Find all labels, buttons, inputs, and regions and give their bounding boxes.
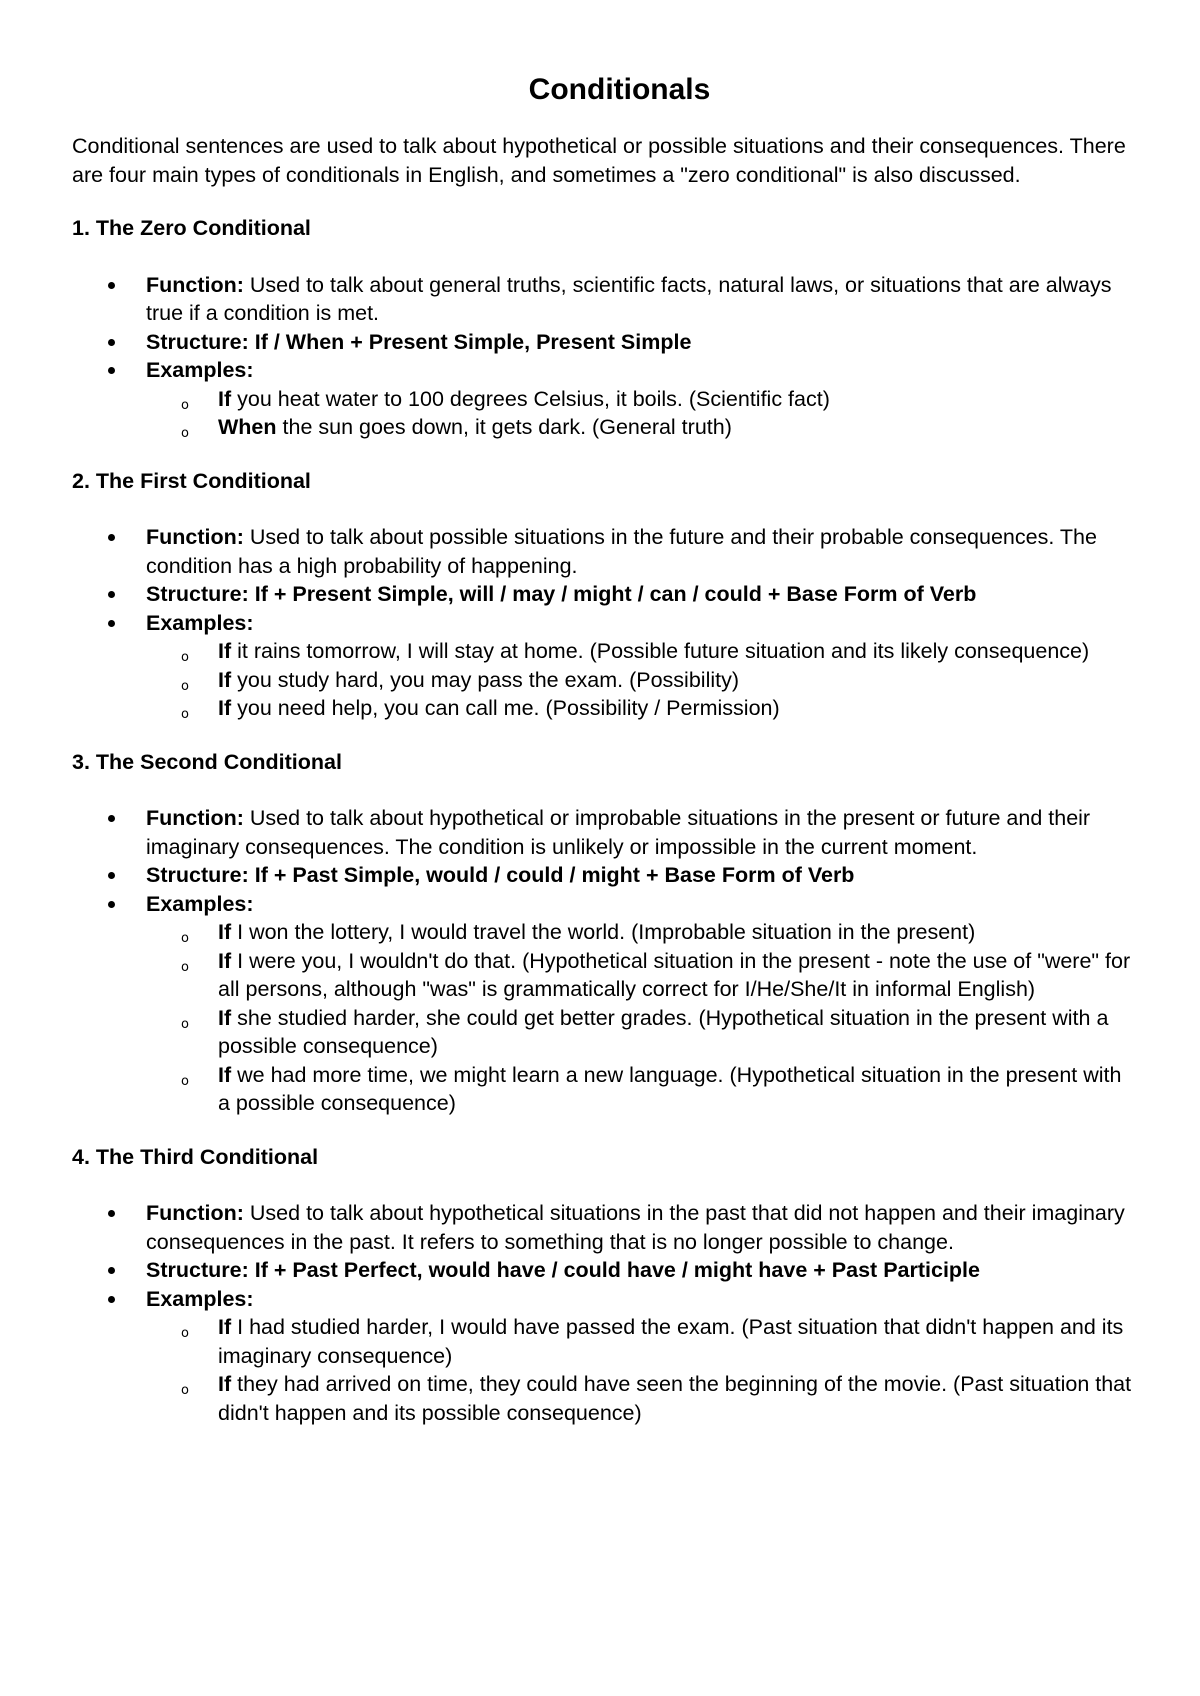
structure-label: Structure: <box>146 582 249 606</box>
bullet-icon <box>108 367 115 374</box>
bullet-icon <box>108 591 115 598</box>
examples-point <box>72 609 1137 723</box>
section-third-conditional <box>72 1143 1137 1428</box>
function-text: Used to talk about possible situations in the future and their probable consequences. The condition has a high probability of happening. <box>146 525 1097 578</box>
structure-point <box>72 328 1137 357</box>
examples-list <box>146 385 1137 442</box>
circle-bullet-icon: o <box>181 650 189 665</box>
examples-label: Examples: <box>146 891 254 916</box>
bullet-icon <box>108 620 115 627</box>
section-second-conditional <box>72 748 1137 1118</box>
bullet-icon <box>108 901 115 908</box>
section-points <box>72 804 1137 1118</box>
example-keyword: If <box>218 696 232 720</box>
circle-bullet-icon: o <box>181 1383 189 1398</box>
example-item <box>144 947 1137 1004</box>
example-keyword: If <box>218 1062 232 1087</box>
circle-bullet-icon: o <box>181 959 189 975</box>
section-points <box>72 523 1137 723</box>
example-item <box>144 413 1137 442</box>
examples-point <box>72 890 1137 1118</box>
section-first-conditional <box>72 467 1137 723</box>
example-text: it rains tomorrow, I will stay at home. (Possible future situation and its likely consequence) <box>237 639 1090 663</box>
structure-label: Structure: <box>146 329 249 354</box>
example-keyword: When <box>218 415 277 439</box>
function-label: Function: <box>146 272 244 297</box>
function-label: Function: <box>146 1201 244 1225</box>
examples-point <box>72 356 1137 442</box>
section-points <box>72 1199 1137 1427</box>
examples-label: Examples: <box>146 610 254 635</box>
page-title: Conditionals <box>528 73 711 106</box>
example-keyword: If <box>218 920 232 944</box>
example-item <box>144 1313 1137 1370</box>
example-keyword: If <box>218 639 232 663</box>
circle-bullet-icon: o <box>181 931 189 946</box>
section-heading: 2. The First Conditional <box>72 468 311 493</box>
example-item <box>144 918 1137 947</box>
bullet-icon <box>108 1210 115 1217</box>
section-zero-conditional <box>72 214 1137 442</box>
circle-bullet-icon: o <box>181 1326 189 1341</box>
example-item <box>144 694 1137 723</box>
bullet-icon <box>108 339 115 346</box>
circle-bullet-icon: o <box>181 678 189 694</box>
bullet-icon <box>108 872 115 879</box>
structure-point <box>72 1256 1137 1285</box>
function-text: Used to talk about general truths, scientific facts, natural laws, or situations that are always true if a condition is met. <box>146 272 1112 325</box>
examples-list <box>146 918 1137 1118</box>
bullet-icon <box>108 1267 115 1274</box>
example-keyword: If <box>218 1005 232 1030</box>
examples-point <box>72 1285 1137 1428</box>
section-heading: 3. The Second Conditional <box>72 749 342 774</box>
example-text: you study hard, you may pass the exam. (Possibility) <box>237 667 740 692</box>
function-point <box>72 804 1137 861</box>
examples-label: Examples: <box>146 358 254 382</box>
example-keyword: If <box>218 1372 232 1396</box>
function-text: Used to talk about hypothetical situations in the past that did not happen and their imaginary consequences in the past. It refers to something that is no longer possible to change. <box>146 1201 1125 1254</box>
circle-bullet-icon: o <box>181 1016 189 1032</box>
structure-point <box>72 861 1137 890</box>
examples-label: Examples: <box>146 1286 254 1311</box>
example-text: I were you, I wouldn't do that. (Hypothetical situation in the present - note the use of "were" for all persons, although "was" is grammatically correct for I/He/She/It in informal English) <box>218 948 1131 1001</box>
bullet-icon <box>108 282 115 289</box>
example-item <box>144 1370 1137 1427</box>
example-text: they had arrived on time, they could have seen the beginning of the movie. (Past situation that didn't happen and its possible consequence) <box>218 1372 1132 1425</box>
document-page <box>72 70 1137 1427</box>
function-point <box>72 523 1137 580</box>
structure-text: If / When + Present Simple, Present Simple <box>254 329 692 354</box>
examples-list <box>146 637 1137 723</box>
example-item <box>144 1004 1137 1061</box>
section-heading: 1. The Zero Conditional <box>72 216 311 240</box>
bullet-icon <box>108 534 115 541</box>
example-keyword: If <box>218 386 232 411</box>
example-item <box>144 666 1137 695</box>
structure-text: If + Past Simple, would / could / might + Base Form of Verb <box>254 863 855 887</box>
sections-container <box>72 214 1137 1427</box>
example-keyword: If <box>218 948 232 973</box>
circle-bullet-icon: o <box>181 426 189 441</box>
structure-label: Structure: <box>146 863 249 887</box>
example-item <box>144 385 1137 414</box>
structure-text: If + Past Perfect, would have / could have / might have + Past Participle <box>254 1258 980 1282</box>
function-label: Function: <box>146 525 244 549</box>
example-keyword: If <box>218 667 232 692</box>
example-text: she studied harder, she could get better grades. (Hypothetical situation in the present with a possible consequence) <box>218 1005 1109 1058</box>
example-text: I won the lottery, I would travel the world. (Improbable situation in the present) <box>237 920 976 944</box>
example-text: you need help, you can call me. (Possibility / Permission) <box>237 696 780 720</box>
bullet-icon <box>108 1296 115 1303</box>
bullet-icon <box>108 815 115 822</box>
section-heading: 4. The Third Conditional <box>72 1144 319 1169</box>
example-keyword: If <box>218 1315 232 1339</box>
example-item <box>144 637 1137 666</box>
function-point <box>72 271 1137 328</box>
structure-label: Structure: <box>146 1258 249 1282</box>
examples-list <box>146 1313 1137 1427</box>
circle-bullet-icon: o <box>181 397 189 413</box>
function-point <box>72 1199 1137 1256</box>
intro-paragraph: Conditional sentences are used to talk about hypothetical or possible situations and their consequences. There are four main types of conditionals in English, and sometimes a "zero conditional" is also discussed. <box>72 134 1126 187</box>
structure-text: If + Present Simple, will / may / might / can / could + Base Form of Verb <box>254 582 977 606</box>
example-text: the sun goes down, it gets dark. (General truth) <box>282 415 732 439</box>
example-text: we had more time, we might learn a new language. (Hypothetical situation in the present with a possible consequence) <box>218 1062 1122 1115</box>
example-text: you heat water to 100 degrees Celsius, it boils. (Scientific fact) <box>237 386 830 411</box>
section-points <box>72 271 1137 442</box>
function-text: Used to talk about hypothetical or improbable situations in the present or future and their imaginary consequences. The condition is unlikely or impossible in the current moment. <box>146 806 1091 859</box>
example-item <box>144 1061 1137 1118</box>
circle-bullet-icon: o <box>181 707 189 722</box>
function-label: Function: <box>146 806 244 830</box>
structure-point <box>72 580 1137 609</box>
circle-bullet-icon: o <box>181 1073 189 1089</box>
example-text: I had studied harder, I would have passed the exam. (Past situation that didn't happen and its imaginary consequence) <box>218 1315 1124 1368</box>
